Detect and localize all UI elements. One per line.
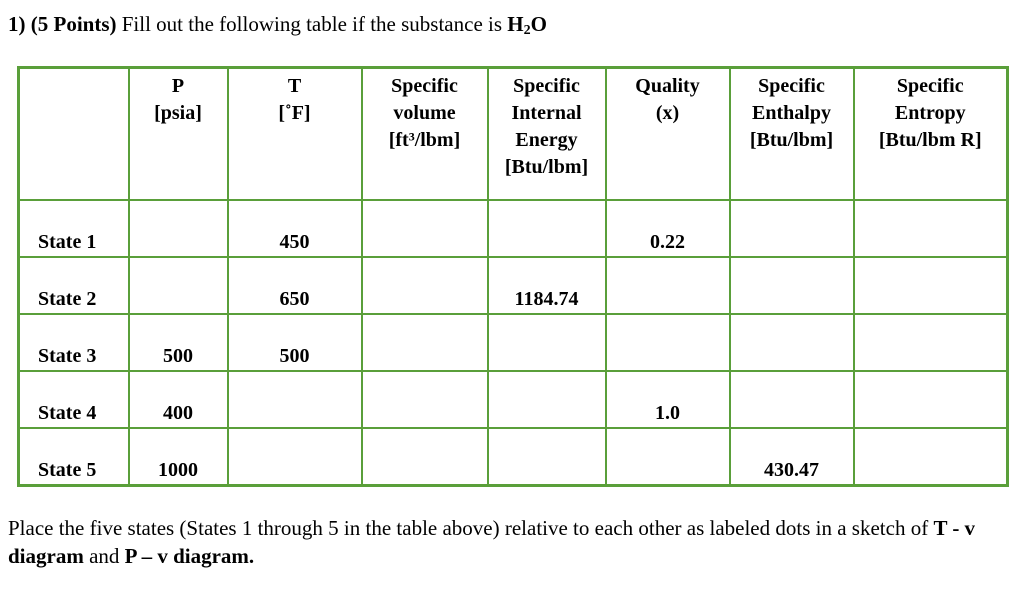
table-row bbox=[19, 428, 1008, 485]
question-points: (5 Points) bbox=[30, 12, 117, 36]
cell-internal-energy: 1184.74 bbox=[488, 257, 606, 314]
cell-internal-energy bbox=[488, 314, 606, 371]
cell-quality: 1.0 bbox=[606, 371, 730, 428]
cell-entropy bbox=[854, 428, 1008, 485]
cell-internal-energy bbox=[488, 371, 606, 428]
cell-quality bbox=[606, 428, 730, 485]
cell-enthalpy bbox=[730, 257, 854, 314]
state-label: State 2 bbox=[19, 257, 129, 314]
cell-quality: 0.22 bbox=[606, 200, 730, 257]
cell-quality bbox=[606, 314, 730, 371]
header-internal-energy: Specific Internal Energy [Btu/lbm] bbox=[488, 68, 606, 201]
cell-specific-volume bbox=[362, 314, 488, 371]
cell-entropy bbox=[854, 371, 1008, 428]
cell-specific-volume bbox=[362, 257, 488, 314]
cell-internal-energy bbox=[488, 200, 606, 257]
cell-entropy bbox=[854, 257, 1008, 314]
table-row bbox=[19, 371, 1008, 428]
cell-quality bbox=[606, 257, 730, 314]
header-temperature: T [˚F] bbox=[228, 68, 362, 201]
cell-temperature bbox=[228, 428, 362, 485]
cell-enthalpy bbox=[730, 314, 854, 371]
question-heading bbox=[8, 12, 547, 39]
state-label: State 3 bbox=[19, 314, 129, 371]
header-pressure: P [psia] bbox=[129, 68, 228, 201]
table-row bbox=[19, 257, 1008, 314]
state-label: State 5 bbox=[19, 428, 129, 485]
cell-pressure bbox=[129, 257, 228, 314]
state-label: State 4 bbox=[19, 371, 129, 428]
tv-diagram-label: T - v diagram bbox=[8, 516, 976, 568]
cell-temperature bbox=[228, 371, 362, 428]
header-specific-volume: Specific volume [ft³/lbm] bbox=[362, 68, 488, 201]
header-quality: Quality (x) bbox=[606, 68, 730, 201]
instructions-text: Place the five states (States 1 through 5 in the table above) relative to each other as labeled dots in a sketch of bbox=[8, 516, 929, 540]
question-number: 1) bbox=[8, 12, 26, 36]
cell-enthalpy: 430.47 bbox=[730, 428, 854, 485]
cell-pressure bbox=[129, 200, 228, 257]
cell-temperature: 650 bbox=[228, 257, 362, 314]
instructions-paragraph bbox=[8, 514, 1008, 570]
cell-entropy bbox=[854, 200, 1008, 257]
pv-diagram-label: P – v diagram. bbox=[124, 544, 255, 568]
cell-specific-volume bbox=[362, 200, 488, 257]
header-enthalpy: Specific Enthalpy [Btu/lbm] bbox=[730, 68, 854, 201]
cell-pressure: 500 bbox=[129, 314, 228, 371]
cell-enthalpy bbox=[730, 200, 854, 257]
table-row bbox=[19, 314, 1008, 371]
properties-table bbox=[17, 66, 1009, 487]
cell-temperature: 500 bbox=[228, 314, 362, 371]
header-entropy: Specific Entropy [Btu/lbm R] bbox=[854, 68, 1008, 201]
table-header-row bbox=[19, 68, 1008, 201]
state-label: State 1 bbox=[19, 200, 129, 257]
cell-specific-volume bbox=[362, 371, 488, 428]
cell-pressure: 1000 bbox=[129, 428, 228, 485]
substance-formula: $H_2O$ bbox=[507, 12, 547, 38]
cell-specific-volume bbox=[362, 428, 488, 485]
cell-enthalpy bbox=[730, 371, 854, 428]
instructions-and: and bbox=[89, 544, 120, 568]
cell-pressure: 400 bbox=[129, 371, 228, 428]
cell-internal-energy bbox=[488, 428, 606, 485]
header-state bbox=[19, 68, 129, 201]
cell-temperature: 450 bbox=[228, 200, 362, 257]
question-text: Fill out the following table if the substance is bbox=[121, 12, 503, 36]
table-row bbox=[19, 200, 1008, 257]
cell-entropy bbox=[854, 314, 1008, 371]
